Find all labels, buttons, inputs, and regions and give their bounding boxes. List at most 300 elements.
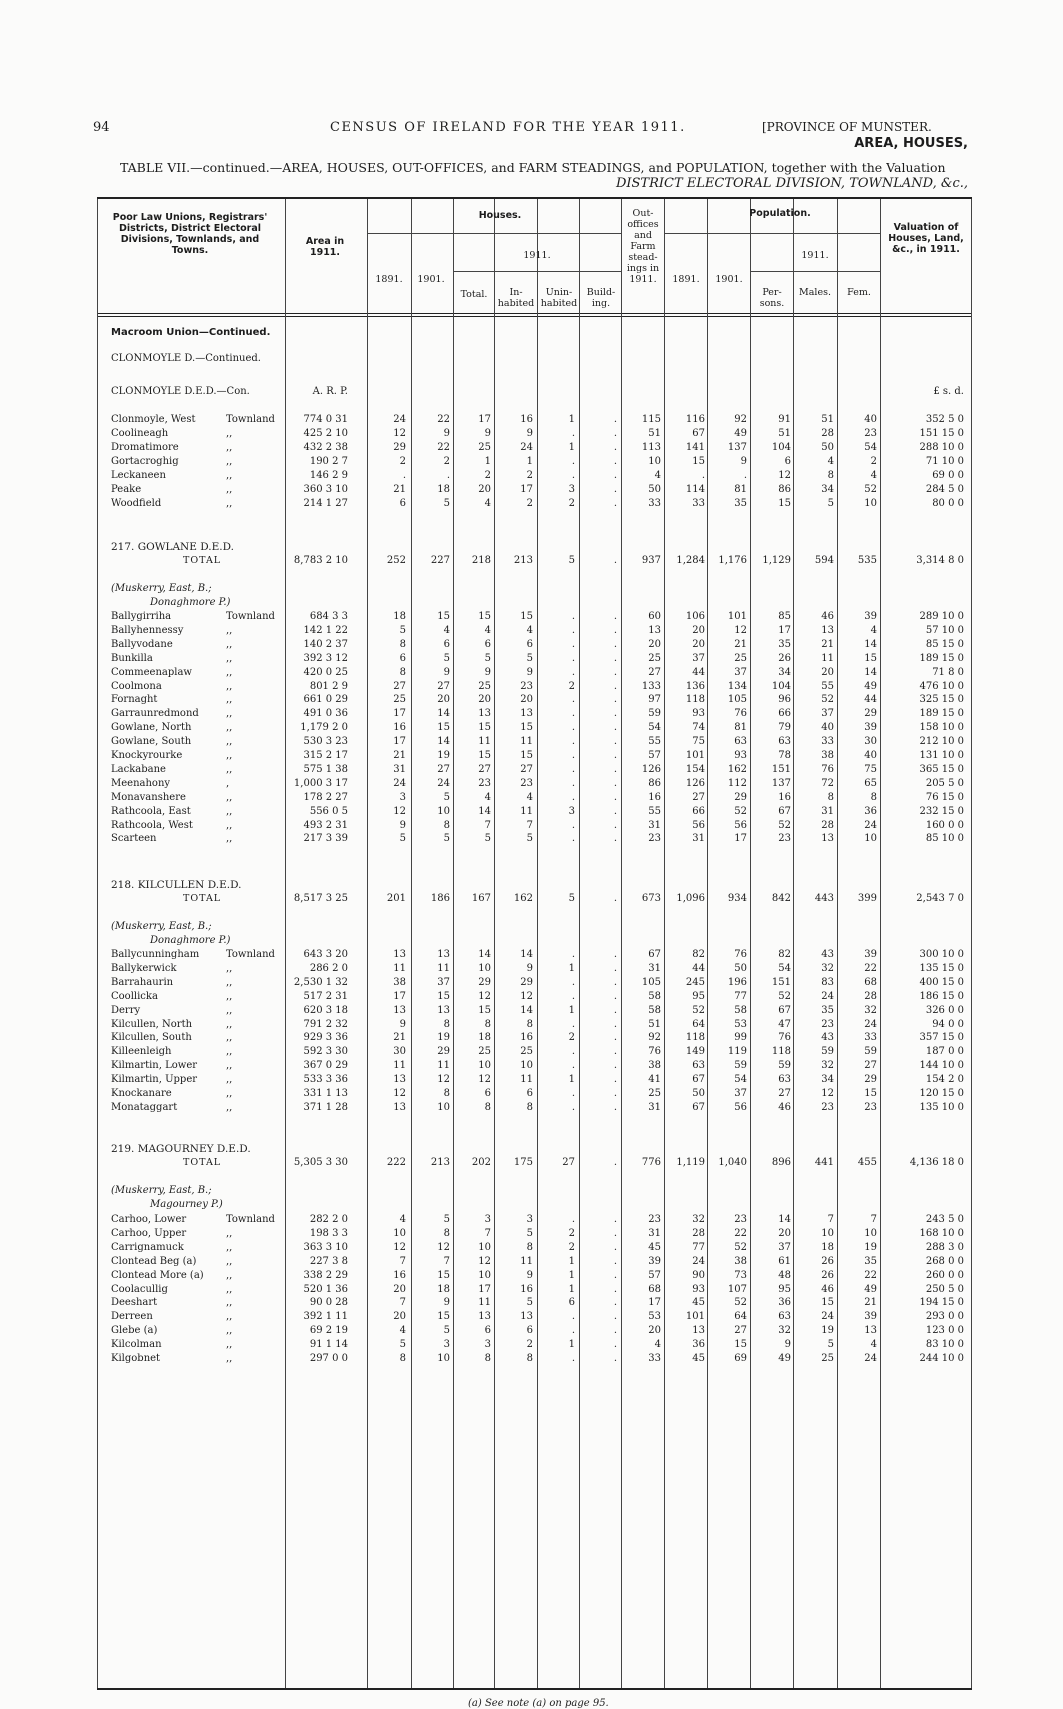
table-row <box>0 763 1063 777</box>
data-cell: 8 <box>399 638 406 650</box>
data-cell: 8 <box>443 819 450 831</box>
data-cell: 23 <box>821 1018 834 1030</box>
townland-ditto: ,, <box>226 1325 233 1337</box>
data-cell: 136 <box>685 680 705 692</box>
data-cell: 17 <box>478 414 491 425</box>
data-cell: 25 <box>478 442 491 453</box>
data-cell: 23 <box>520 777 533 789</box>
townland-ditto: ,, <box>226 1018 233 1030</box>
data-cell: 5 <box>399 1339 406 1351</box>
data-cell: 15 <box>520 722 533 734</box>
data-cell: 23 <box>864 428 877 439</box>
data-cell: . <box>613 708 617 720</box>
data-cell: 363 3 10 <box>303 1241 348 1253</box>
data-cell: 9 <box>784 1339 791 1351</box>
data-cell: 260 0 0 <box>925 1269 964 1281</box>
col-header-pop-1891: 1891. <box>672 274 700 285</box>
data-cell: 9 <box>526 962 533 974</box>
data-cell: 189 15 0 <box>919 652 964 664</box>
total-cell: 2,543 7 0 <box>916 893 964 904</box>
data-cell: 24 <box>692 1255 705 1267</box>
data-cell: 22 <box>437 442 450 453</box>
data-cell: 34 <box>821 1074 834 1086</box>
data-cell: 142 1 22 <box>303 624 348 636</box>
data-cell: 196 <box>727 976 747 988</box>
data-cell: 28 <box>821 428 834 439</box>
data-cell: 112 <box>727 777 747 789</box>
data-cell: 60 <box>648 611 661 622</box>
data-cell: 154 <box>685 763 705 775</box>
data-cell: 20 <box>648 638 661 650</box>
data-cell: 16 <box>778 791 791 803</box>
data-cell: 8 <box>484 1353 491 1364</box>
data-cell: 7 <box>484 1227 491 1239</box>
data-cell: 250 5 0 <box>925 1283 964 1295</box>
data-cell: 15 <box>734 1339 747 1351</box>
data-cell: 8 <box>827 470 834 481</box>
data-cell: 13 <box>821 833 834 845</box>
data-cell: 12 <box>520 990 533 1002</box>
data-cell: 643 3 20 <box>303 949 348 960</box>
townland-ditto: ,, <box>226 976 233 988</box>
data-cell: 151 15 0 <box>919 428 964 439</box>
data-cell: . <box>613 1297 617 1309</box>
col-header-houses-1911: 1911. <box>523 250 551 261</box>
townland-ditto: ,, <box>226 819 233 831</box>
data-cell: 4 <box>443 624 450 636</box>
data-cell: 15 <box>437 611 450 622</box>
data-cell: 137 <box>727 442 747 453</box>
data-cell: 131 10 0 <box>919 750 964 761</box>
data-cell: 41 <box>648 1074 661 1086</box>
data-cell: 4 <box>827 456 834 467</box>
col-header-females: Fem. <box>847 287 871 298</box>
townland-ditto: ,, <box>226 652 233 664</box>
data-cell: 56 <box>692 819 705 831</box>
header-bottom-rule <box>97 313 972 314</box>
data-cell: . <box>613 666 617 678</box>
data-cell: 137 <box>771 777 791 789</box>
data-cell: . <box>743 470 747 481</box>
data-cell: 37 <box>734 1088 747 1099</box>
data-cell: 30 <box>864 736 877 748</box>
total-cell: 227 <box>430 555 450 566</box>
data-cell: 178 2 27 <box>303 791 348 803</box>
data-cell: 338 2 29 <box>303 1269 348 1281</box>
province-label: [PROVINCE OF MUNSTER. <box>762 120 932 134</box>
table-row <box>0 1296 1063 1310</box>
data-cell: 57 <box>648 750 661 761</box>
total-cell: 1,040 <box>718 1157 747 1168</box>
townland-name: Dromatimore <box>111 442 179 453</box>
data-cell: 2 <box>484 470 491 481</box>
total-label: TOTAL <box>183 893 222 904</box>
data-cell: 2 <box>526 498 533 509</box>
data-cell: . <box>571 638 575 650</box>
data-cell: 66 <box>692 805 705 817</box>
townland-ditto: ,, <box>226 456 233 467</box>
data-cell: 20 <box>692 638 705 650</box>
data-cell: 2 <box>443 456 450 467</box>
data-cell: 43 <box>821 1032 834 1044</box>
townland-name: Derry <box>111 1004 141 1016</box>
data-cell: 17 <box>778 624 791 636</box>
townland-ditto: ,, <box>226 1311 233 1323</box>
data-cell: . <box>571 652 575 664</box>
total-cell: 1,096 <box>676 893 705 904</box>
data-cell: 8 <box>870 791 877 803</box>
data-cell: 3 <box>484 1214 491 1225</box>
data-cell: . <box>613 819 617 831</box>
data-cell: 154 2 0 <box>925 1074 964 1086</box>
data-cell: 12 <box>478 990 491 1002</box>
data-cell: 27 <box>520 763 533 775</box>
townland-name: Garraunredmond <box>111 708 199 720</box>
total-cell: . <box>613 1157 617 1168</box>
townland-name: Coolacullig <box>111 1283 168 1295</box>
col-header-pop-1901: 1901. <box>715 274 743 285</box>
data-cell: 6 <box>526 1088 533 1099</box>
data-cell: 14 <box>437 736 450 748</box>
data-cell: . <box>613 414 617 425</box>
data-cell: 27 <box>692 791 705 803</box>
townland-ditto: ,, <box>226 1339 233 1351</box>
data-cell: 15 <box>864 1088 877 1099</box>
data-cell: 17 <box>393 990 406 1002</box>
data-cell: 76 <box>821 763 834 775</box>
data-cell: 367 0 29 <box>303 1060 348 1072</box>
data-cell: 28 <box>692 1227 705 1239</box>
data-cell: 186 15 0 <box>919 990 964 1002</box>
data-cell: 17 <box>478 1283 491 1295</box>
data-cell: 126 <box>685 777 705 789</box>
data-cell: . <box>613 1032 617 1044</box>
total-cell: 896 <box>771 1157 791 1168</box>
data-cell: . <box>701 470 705 481</box>
data-cell: 63 <box>778 1074 791 1086</box>
data-cell: 8 <box>443 1018 450 1030</box>
data-cell: 81 <box>734 484 747 495</box>
data-cell: 9 <box>526 1269 533 1281</box>
parish-line <box>0 934 1063 948</box>
townland-ditto: ,, <box>226 1032 233 1044</box>
data-cell: 1 <box>484 456 491 467</box>
data-cell: 6 <box>784 456 791 467</box>
parish-name: Donaghmore P.) <box>150 597 231 608</box>
data-cell: . <box>613 962 617 974</box>
data-cell: 8 <box>526 1018 533 1030</box>
townland-ditto: ,, <box>226 962 233 974</box>
data-cell: 17 <box>393 736 406 748</box>
data-cell: 517 2 31 <box>303 990 348 1002</box>
townland-ditto: ,, <box>226 1004 233 1016</box>
data-cell: 52 <box>778 819 791 831</box>
data-cell: 16 <box>520 1283 533 1295</box>
data-cell: 72 <box>821 777 834 789</box>
data-cell: . <box>571 777 575 789</box>
data-cell: 50 <box>734 962 747 974</box>
table-row <box>0 624 1063 638</box>
data-cell: 14 <box>864 638 877 650</box>
data-cell: . <box>613 1255 617 1267</box>
data-cell: 1 <box>568 442 575 453</box>
townland-name: Peake <box>111 484 142 495</box>
data-cell: 365 15 0 <box>919 763 964 775</box>
townland-ditto: ,, <box>226 428 233 439</box>
townland-name: Ballyhennessy <box>111 624 184 636</box>
data-cell: 149 <box>685 1046 705 1058</box>
table-row <box>0 819 1063 833</box>
townland-name: Coollicka <box>111 990 158 1002</box>
data-cell: 5 <box>827 1339 834 1351</box>
townland-name: Deeshart <box>111 1297 158 1309</box>
data-cell: 476 10 0 <box>919 680 964 692</box>
total-cell: 222 <box>386 1157 406 1168</box>
data-cell: 23 <box>648 833 661 845</box>
data-cell: 400 15 0 <box>919 976 964 988</box>
table-subcaption: DISTRICT ELECTORAL DIVISION, TOWNLAND, &c., <box>615 176 968 191</box>
total-cell: 1,129 <box>762 555 791 566</box>
data-cell: 64 <box>692 1018 705 1030</box>
data-cell: 15 <box>437 1269 450 1281</box>
data-cell: 16 <box>393 722 406 734</box>
data-cell: 326 0 0 <box>925 1004 964 1016</box>
data-cell: 47 <box>778 1018 791 1030</box>
table-row <box>0 1004 1063 1018</box>
data-cell: 3 <box>568 484 575 495</box>
data-cell: . <box>613 1018 617 1030</box>
data-cell: . <box>613 470 617 481</box>
data-cell: 10 <box>821 1227 834 1239</box>
houses-subrule <box>367 233 621 234</box>
data-cell: 9 <box>740 456 747 467</box>
townland-ditto: ,, <box>226 1046 233 1058</box>
data-cell: 67 <box>778 805 791 817</box>
total-cell: 1,284 <box>676 555 705 566</box>
data-cell: 58 <box>648 1004 661 1016</box>
col-header-persons: Per- sons. <box>759 287 785 309</box>
data-cell: 67 <box>692 1074 705 1086</box>
data-cell: 15 <box>778 498 791 509</box>
total-cell: 175 <box>513 1157 533 1168</box>
data-cell: 90 0 28 <box>309 1297 348 1309</box>
data-cell: 24 <box>393 777 406 789</box>
table-row <box>0 962 1063 976</box>
data-cell: 15 <box>437 1311 450 1323</box>
total-cell: 252 <box>386 555 406 566</box>
data-cell: 34 <box>821 484 834 495</box>
data-cell: 33 <box>692 498 705 509</box>
data-cell: 13 <box>393 1101 406 1113</box>
data-cell: 13 <box>393 949 406 960</box>
table-row <box>0 1241 1063 1255</box>
townland-ditto: Townland <box>226 611 275 622</box>
townland-ditto: ,, <box>226 1353 233 1364</box>
table-row <box>0 455 1063 469</box>
data-cell: 37 <box>437 976 450 988</box>
data-cell: 20 <box>778 1227 791 1239</box>
data-cell: 123 0 0 <box>925 1325 964 1337</box>
data-cell: 205 5 0 <box>925 777 964 789</box>
data-cell: 76 <box>734 949 747 960</box>
townland-name: Clonmoyle, West <box>111 414 196 425</box>
data-cell: 194 15 0 <box>919 1297 964 1309</box>
data-cell: 50 <box>648 484 661 495</box>
data-cell: 4 <box>654 470 661 481</box>
data-cell: 26 <box>821 1255 834 1267</box>
ded-continued-heading <box>0 385 1063 399</box>
townland-ditto: , <box>226 777 230 789</box>
data-cell: . <box>402 470 406 481</box>
data-cell: 49 <box>864 1283 877 1295</box>
data-cell: 37 <box>734 666 747 678</box>
table-row <box>0 976 1063 990</box>
data-cell: 18 <box>478 1032 491 1044</box>
data-cell: 25 <box>821 1353 834 1364</box>
table-row <box>0 1255 1063 1269</box>
data-cell: 8 <box>526 1101 533 1113</box>
townland-ditto: ,, <box>226 484 233 495</box>
data-cell: 245 <box>685 976 705 988</box>
data-cell: 24 <box>864 1018 877 1030</box>
data-cell: . <box>571 791 575 803</box>
townland-name: Rathcoola, West <box>111 819 193 831</box>
col-header-total: Total. <box>460 289 488 300</box>
data-cell: 9 <box>399 1018 406 1030</box>
data-cell: 57 10 0 <box>925 624 964 636</box>
data-cell: 10 <box>393 1227 406 1239</box>
data-cell: 15 <box>478 722 491 734</box>
townland-name: Knockyrourke <box>111 750 183 761</box>
data-cell: 31 <box>393 763 406 775</box>
data-cell: 13 <box>821 624 834 636</box>
data-cell: . <box>613 777 617 789</box>
data-cell: 135 10 0 <box>919 1101 964 1113</box>
data-cell: 95 <box>778 1283 791 1295</box>
townland-name: Coolineagh <box>111 428 169 439</box>
population-subrule <box>664 233 880 234</box>
data-cell: 2 <box>568 498 575 509</box>
houses-1911-subrule <box>453 271 621 272</box>
data-cell: . <box>571 949 575 960</box>
data-cell: . <box>571 611 575 622</box>
data-cell: 684 3 3 <box>309 611 348 622</box>
townland-ditto: ,, <box>226 470 233 481</box>
data-cell: 29 <box>734 791 747 803</box>
table-row <box>0 721 1063 735</box>
data-cell: . <box>613 1241 617 1253</box>
data-cell: 491 0 36 <box>303 708 348 720</box>
data-cell: 51 <box>821 414 834 425</box>
col-header-valuation: Valuation of Houses, Land, &c., in 1911. <box>888 222 964 255</box>
total-cell: 455 <box>857 1157 877 1168</box>
data-cell: 38 <box>734 1255 747 1267</box>
data-cell: 592 3 30 <box>303 1046 348 1058</box>
table-row <box>0 948 1063 962</box>
data-cell: 18 <box>821 1241 834 1253</box>
data-cell: 134 <box>727 680 747 692</box>
data-cell: 29 <box>393 442 406 453</box>
ded-title-text: 218. KILCULLEN D.E.D. <box>111 879 242 891</box>
data-cell: 3 <box>568 805 575 817</box>
data-cell: 96 <box>778 694 791 706</box>
data-cell: . <box>613 750 617 761</box>
data-cell: . <box>613 1227 617 1239</box>
data-cell: 13 <box>393 1074 406 1086</box>
data-cell: 97 <box>648 694 661 706</box>
table-row <box>0 1073 1063 1087</box>
data-cell: 15 <box>692 456 705 467</box>
data-cell: 32 <box>692 1214 705 1225</box>
data-cell: 93 <box>692 1283 705 1295</box>
data-cell: 6 <box>484 1325 491 1337</box>
population-1911-subrule <box>750 271 880 272</box>
data-cell: 54 <box>778 962 791 974</box>
data-cell: 4 <box>399 1214 406 1225</box>
data-cell: 95 <box>692 990 705 1002</box>
data-cell: 31 <box>648 1227 661 1239</box>
data-cell: 13 <box>864 1325 877 1337</box>
data-cell: 20 <box>648 1325 661 1337</box>
townland-name: Ballygirriha <box>111 611 172 622</box>
total-cell: 186 <box>430 893 450 904</box>
data-cell: 15 <box>437 722 450 734</box>
table-row <box>0 791 1063 805</box>
col-header-pop-1911: 1911. <box>801 250 829 261</box>
ded-continued: CLONMOYLE D.E.D.—Con. <box>111 386 250 397</box>
data-cell: 106 <box>685 611 705 622</box>
data-cell: . <box>613 1339 617 1351</box>
data-cell: 80 0 0 <box>932 498 964 509</box>
table-row <box>0 1338 1063 1352</box>
data-cell: 11 <box>393 962 406 974</box>
total-cell: 776 <box>641 1157 661 1168</box>
data-cell: 4 <box>654 1339 661 1351</box>
area-units: A. R. P. <box>312 386 348 397</box>
table-row <box>0 497 1063 511</box>
data-cell: . <box>571 1214 575 1225</box>
data-cell: 244 10 0 <box>919 1353 964 1364</box>
data-cell: . <box>613 694 617 706</box>
data-cell: 392 3 12 <box>303 652 348 664</box>
data-cell: 13 <box>393 1004 406 1016</box>
townland-name: Ballyvodane <box>111 638 173 650</box>
data-cell: 83 <box>821 976 834 988</box>
data-cell: 35 <box>734 498 747 509</box>
data-cell: 36 <box>778 1297 791 1309</box>
data-cell: 8 <box>443 1227 450 1239</box>
data-cell: 168 10 0 <box>919 1227 964 1239</box>
data-cell: 5 <box>443 498 450 509</box>
data-cell: 37 <box>692 652 705 664</box>
data-cell: 5 <box>526 1297 533 1309</box>
data-cell: . <box>571 1311 575 1323</box>
data-cell: . <box>571 1046 575 1058</box>
townland-name: Leckaneen <box>111 470 166 481</box>
table-row <box>0 1324 1063 1338</box>
data-cell: 2 <box>568 1032 575 1044</box>
data-cell: 78 <box>778 750 791 761</box>
data-cell: 282 2 0 <box>309 1214 348 1225</box>
table-row <box>0 1045 1063 1059</box>
data-cell: 284 5 0 <box>925 484 964 495</box>
data-cell: 15 <box>437 990 450 1002</box>
data-cell: . <box>613 1214 617 1225</box>
table-row <box>0 1213 1063 1227</box>
total-cell: 162 <box>513 893 533 904</box>
data-cell: 135 15 0 <box>919 962 964 974</box>
data-cell: 5 <box>443 791 450 803</box>
